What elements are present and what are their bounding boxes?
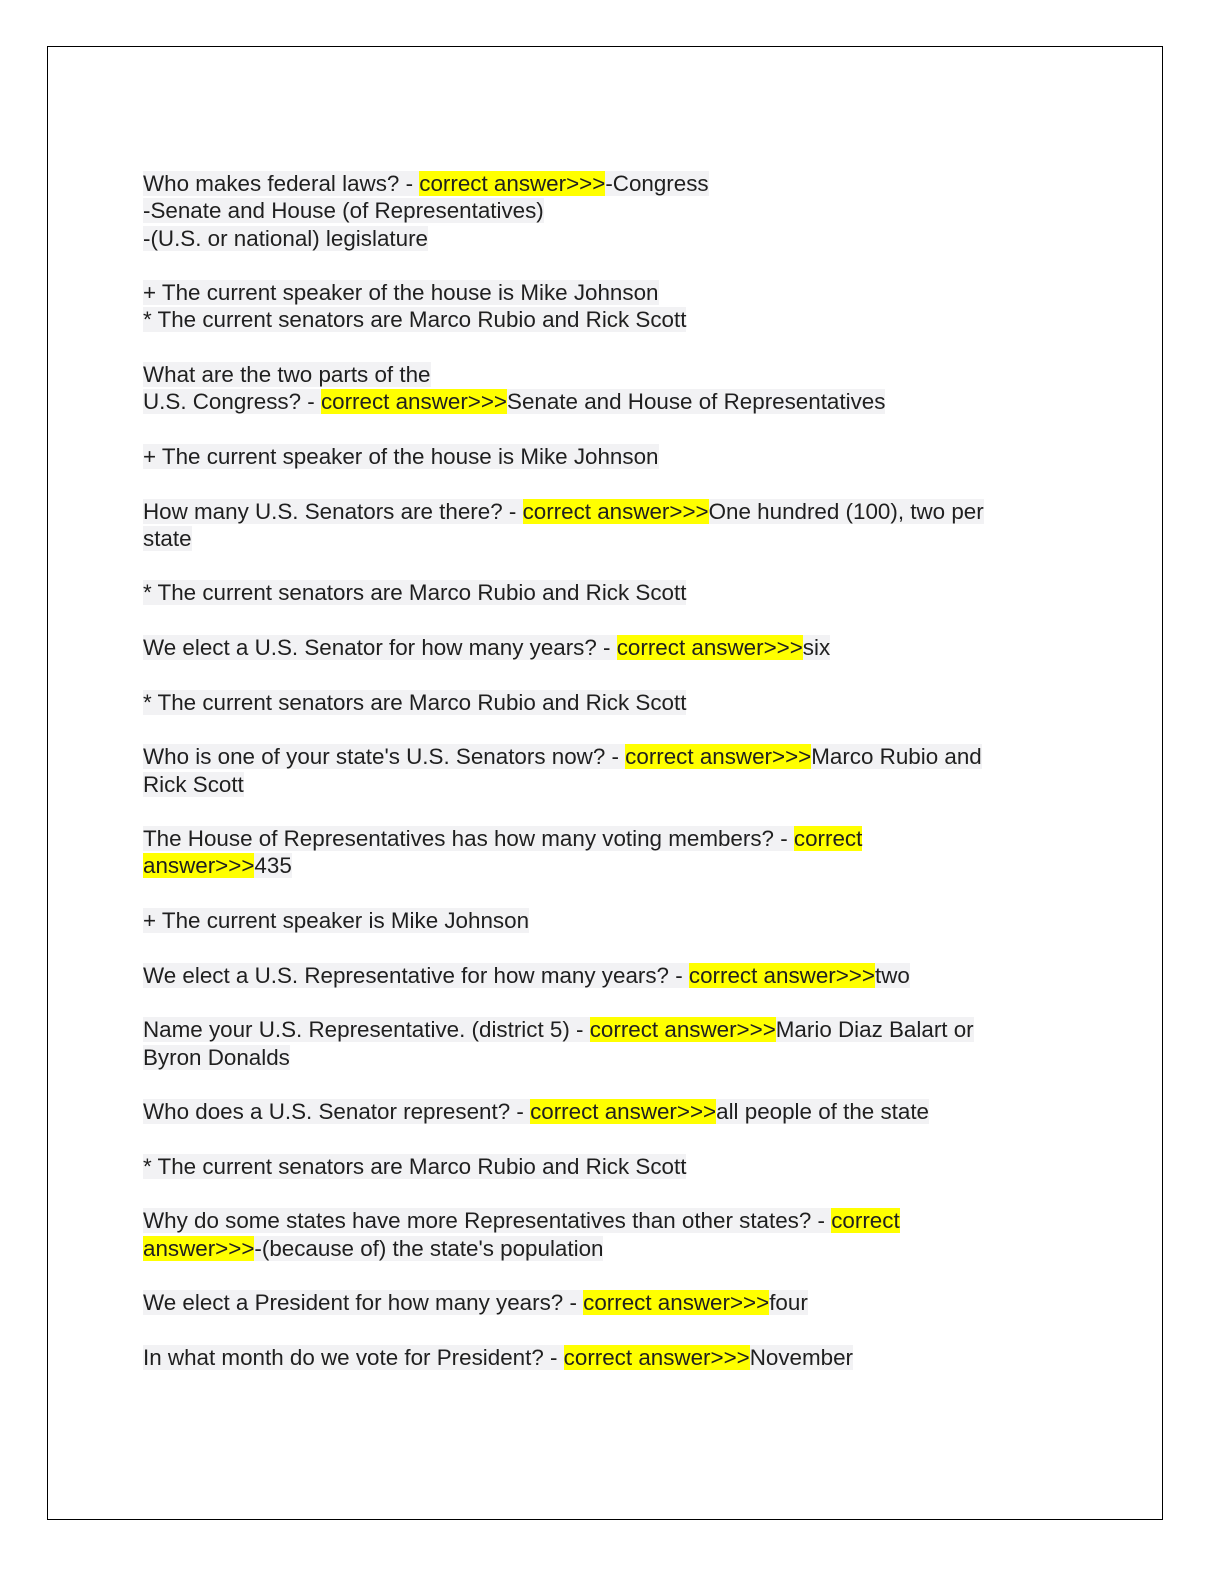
answer-highlight: correct answer>>> [589, 1017, 776, 1043]
answer-highlight: correct answer>>> [320, 389, 508, 415]
qa-item [143, 498, 1043, 553]
qa-item [143, 825, 1043, 880]
answer-highlight: correct [831, 1208, 900, 1234]
qa-item [143, 1344, 1043, 1371]
answer-highlight: answer>>> [143, 853, 255, 879]
question-text: The House of Representatives has how many voting members? - [143, 826, 794, 852]
note-text: * The current senators are Marco Rubio and Rick Scott [143, 580, 687, 606]
answer-text: all people of the state [716, 1099, 929, 1125]
answer-highlight: correct answer>>> [522, 498, 709, 524]
answer-text: two [874, 962, 910, 988]
question-text: Who does a U.S. Senator represent? - [143, 1099, 531, 1125]
note-text: + The current speaker is Mike Johnson [143, 908, 530, 934]
qa-item [143, 361, 1043, 416]
note-group [143, 907, 1043, 934]
answer-text: Senate and House of Representatives [507, 389, 886, 415]
document-body [143, 170, 1043, 1398]
answer-text: -(because of) the state's population [254, 1235, 604, 1261]
answer-text: -Congress [605, 171, 709, 196]
note-text: + The current speaker of the house is Mike Johnson [143, 280, 659, 306]
qa-item [143, 743, 1043, 798]
answer-text: Marco Rubio and [811, 744, 982, 770]
note-text: + The current speaker of the house is Mike Johnson [143, 443, 659, 469]
answer-text: six [802, 635, 831, 661]
answer-text: state [143, 525, 192, 551]
answer-text: 435 [254, 853, 292, 879]
question-text: How many U.S. Senators are there? - [143, 498, 523, 524]
answer-text: -(U.S. or national) legislature [143, 225, 428, 251]
answer-text: -Senate and House (of Representatives) [143, 198, 544, 224]
answer-highlight: correct answer>>> [625, 744, 812, 770]
note-group [143, 689, 1043, 716]
question-text: What are the two parts of the [143, 362, 431, 388]
note-group [143, 279, 1043, 334]
answer-highlight: correct answer>>> [616, 635, 803, 661]
note-group [143, 1153, 1043, 1180]
answer-highlight: correct [793, 826, 863, 852]
question-text: Who is one of your state's U.S. Senators now? - [143, 744, 626, 770]
qa-item [143, 170, 1043, 252]
question-text: Name your U.S. Representative. (district 5) - [143, 1017, 590, 1043]
note-text: * The current senators are Marco Rubio and Rick Scott [143, 1153, 687, 1179]
answer-text: Byron Donalds [143, 1044, 290, 1070]
question-text: Why do some states have more Representatives than other states? - [143, 1208, 832, 1234]
answer-highlight: correct answer>>> [688, 962, 875, 988]
question-text: Who makes federal laws? - [143, 171, 420, 196]
question-text: U.S. Congress? - [143, 389, 321, 415]
answer-highlight: correct answer>>> [583, 1290, 770, 1316]
answer-highlight: answer>>> [143, 1235, 255, 1261]
note-text: * The current senators are Marco Rubio and Rick Scott [143, 689, 687, 715]
answer-highlight: correct answer>>> [563, 1344, 750, 1370]
answer-highlight: correct answer>>> [530, 1099, 717, 1125]
note-group [143, 579, 1043, 606]
qa-item [143, 1098, 1043, 1125]
qa-item [143, 1289, 1043, 1316]
note-group [143, 443, 1043, 470]
question-text: In what month do we vote for President? - [143, 1344, 564, 1370]
qa-item [143, 634, 1043, 661]
qa-item [143, 962, 1043, 989]
answer-text: One hundred (100), two per [708, 498, 984, 524]
answer-text: four [769, 1290, 808, 1316]
answer-text: Rick Scott [143, 771, 244, 797]
qa-item [143, 1207, 1043, 1262]
answer-text: Mario Diaz Balart or [775, 1017, 974, 1043]
question-text: We elect a U.S. Senator for how many years? - [143, 635, 617, 661]
note-text: * The current senators are Marco Rubio and Rick Scott [143, 307, 687, 333]
question-text: We elect a President for how many years? - [143, 1290, 584, 1316]
answer-text: November [749, 1344, 854, 1370]
answer-highlight: correct answer>>> [419, 171, 606, 196]
qa-item [143, 1016, 1043, 1071]
question-text: We elect a U.S. Representative for how many years? - [143, 962, 689, 988]
